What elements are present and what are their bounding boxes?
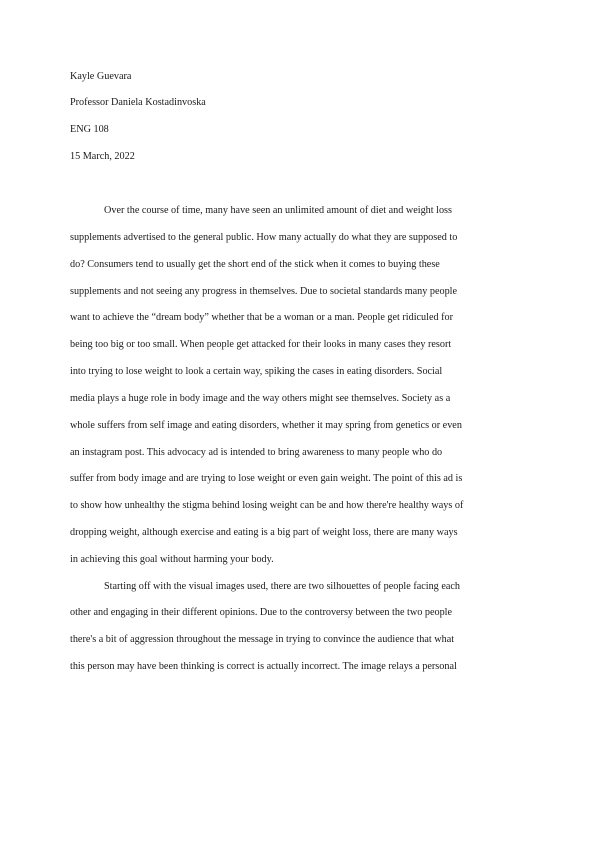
paragraph-line: dropping weight, although exercise and eating is a big part of weight loss, there are many ways <box>70 527 458 538</box>
paragraph-line: Over the course of time, many have seen an unlimited amount of diet and weight loss <box>104 205 452 216</box>
paragraph-line: supplements and not seeing any progress in themselves. Due to societal standards many people <box>70 286 458 297</box>
paragraph-line: Starting off with the visual images used, there are two silhouettes of people facing each <box>104 581 460 592</box>
paragraph-line: in achieving this goal without harming your body. <box>70 554 274 565</box>
paragraph-line: do? Consumers tend to usually get the short end of the stick when it comes to buying these <box>70 259 440 270</box>
author-name: Kayle Guevara <box>70 71 132 82</box>
course-name: ENG 108 <box>70 124 109 135</box>
paragraph-line: being too big or too small. When people get attacked for their looks in many cases they resort <box>70 339 452 350</box>
paragraph-line: media plays a huge role in body image and the way others might see themselves. Society as a <box>70 393 451 404</box>
paragraph-line: into trying to lose weight to look a certain way, spiking the cases in eating disorders. Social <box>70 366 443 377</box>
paragraph-line: supplements advertised to the general public. How many actually do what they are supposed to <box>70 232 458 243</box>
paragraph-line: this person may have been thinking is correct is actually incorrect. The image relays a personal <box>70 661 457 672</box>
paragraph-line: suffer from body image and are trying to lose weight or even gain weight. The point of this ad is <box>70 473 463 484</box>
paragraph-line: to show how unhealthy the stigma behind losing weight can be and how there're healthy ways of <box>70 500 464 511</box>
paragraph-line: whole suffers from self image and eating disorders, whether it may spring from genetics or even <box>70 420 462 431</box>
paragraph-line: other and engaging in their different opinions. Due to the controversy between the two people <box>70 607 453 618</box>
paragraph-line: an instagram post. This advocacy ad is intended to bring awareness to many people who do <box>70 447 443 458</box>
paragraph-line: there's a bit of aggression throughout the message in trying to convince the audience that what <box>70 634 455 645</box>
paragraph-line: want to achieve the “dream body” whether that be a woman or a man. People get ridiculed for <box>70 312 454 323</box>
professor-name: Professor Daniela Kostadinvoska <box>70 97 206 108</box>
date: 15 March, 2022 <box>70 151 135 162</box>
